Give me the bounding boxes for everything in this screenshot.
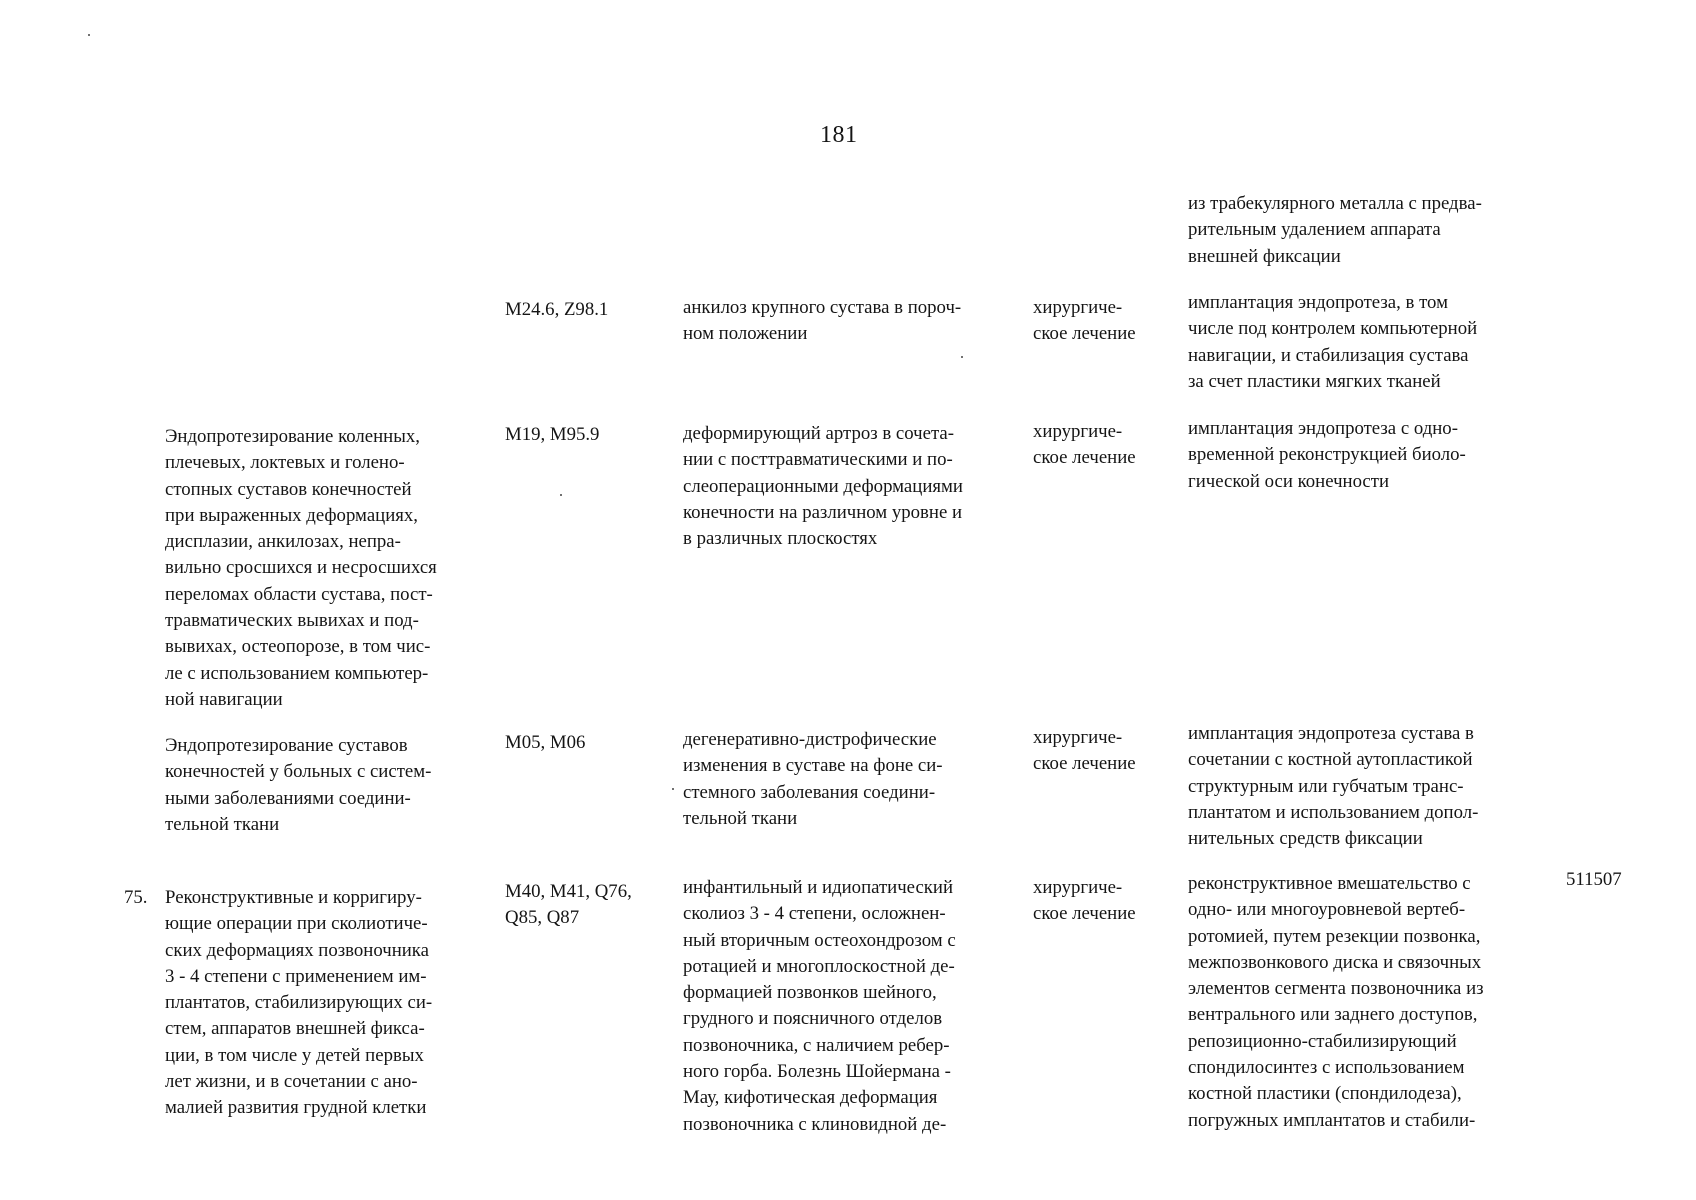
icd-codes-cell: M24.6, Z98.1	[505, 299, 609, 320]
method-cell: имплантация эндопротеза сустава в сочетании с костной аутопластикой структурным или губчатым транс- плантатом и использованием допол- нительных средств фиксации	[1188, 723, 1479, 850]
diagnosis-cell: дегенеративно-дистрофические изменения в суставе на фоне си- стемного заболевания соедини- тельной ткани	[683, 729, 943, 829]
method-cell: имплантация эндопротеза, в том числе под контролем компьютерной навигации, и стабилизация сустава за счет пластики мягких тканей	[1188, 292, 1478, 392]
scan-speck	[560, 494, 562, 496]
icd-codes-cell: M40, M41, Q76, Q85, Q87	[505, 881, 632, 929]
diagnosis-cell: инфантильный и идиопатический сколиоз 3 - 4 степени, осложнен- ный вторичным остеохондрозом с ротацией и многоплоскостной де- формацией позвонков шейного, грудного и поясничного отделов позвоночника, с наличием ребер- ного горба. Болезнь Шойермана - Мау, кифотическая деформация позвоночника с клиновидной де-	[683, 877, 956, 1135]
procedure-name-cell: Эндопротезирование суставов конечностей у больных с систем- ными заболеваниями соедини- тельной ткани	[165, 735, 432, 835]
scan-speck	[672, 788, 674, 790]
icd-codes-cell: M19, M95.9	[505, 424, 600, 445]
icd-codes-cell: M05, M06	[505, 732, 586, 753]
diagnosis-cell: анкилоз крупного сустава в пороч- ном положении	[683, 297, 962, 345]
treatment-type-cell: хирургиче- ское лечение	[1033, 727, 1136, 775]
treatment-type-cell: хирургиче- ское лечение	[1033, 421, 1136, 469]
procedure-name-cell: Эндопротезирование коленных, плечевых, локтевых и голено- стопных суставов конечностей при выраженных деформациях, дисплазии, анкилозах, непра- вильно сросшихся и несросшихся переломах области сустава, пост- травматических вывихах и под- вывихах, остеопорозе, в том чис- ле с использованием компьютер- ной навигации	[165, 426, 437, 710]
treatment-type-cell: хирургиче- ское лечение	[1033, 877, 1136, 925]
method-cell: реконструктивное вмешательство с одно- или многоуровневой вертеб- ротомией, путем резекции позвонка, межпозвонкового диска и связочных элементов сегмента позвоночника из вентрального или заднего доступов, репозиционно-стабилизирующий спондилосинтез с использованием костной пластики (спондилодеза), погружных имплантатов и стабили-	[1188, 873, 1484, 1131]
treatment-type-cell: хирургиче- ское лечение	[1033, 297, 1136, 345]
procedure-name-cell: Реконструктивные и корригиру- ющие операции при сколиотиче- ских деформациях позвоночника 3 - 4 степени с применением им- плантатов, стабилизирующих си- стем, аппаратов внешней фикса- ции, в том числе у детей первых лет жизни, и в сочетании с ано- малией развития грудной клетки	[165, 887, 433, 1119]
scan-speck	[961, 356, 963, 358]
scan-speck	[88, 34, 90, 36]
diagnosis-cell: деформирующий артроз в сочета- нии с посттравматическими и по- слеоперационными деформациями конечности на различном уровне и в различных плоскостях	[683, 423, 963, 550]
cost-cell: 511507	[1566, 869, 1622, 890]
method-cell: из трабекулярного металла с предва- рительным удалением аппарата внешней фиксации	[1188, 193, 1482, 267]
page-number: 181	[820, 122, 858, 148]
method-cell: имплантация эндопротеза с одно- временной реконструкцией биоло- гической оси конечности	[1188, 418, 1466, 492]
row-number: 75.	[124, 887, 148, 908]
